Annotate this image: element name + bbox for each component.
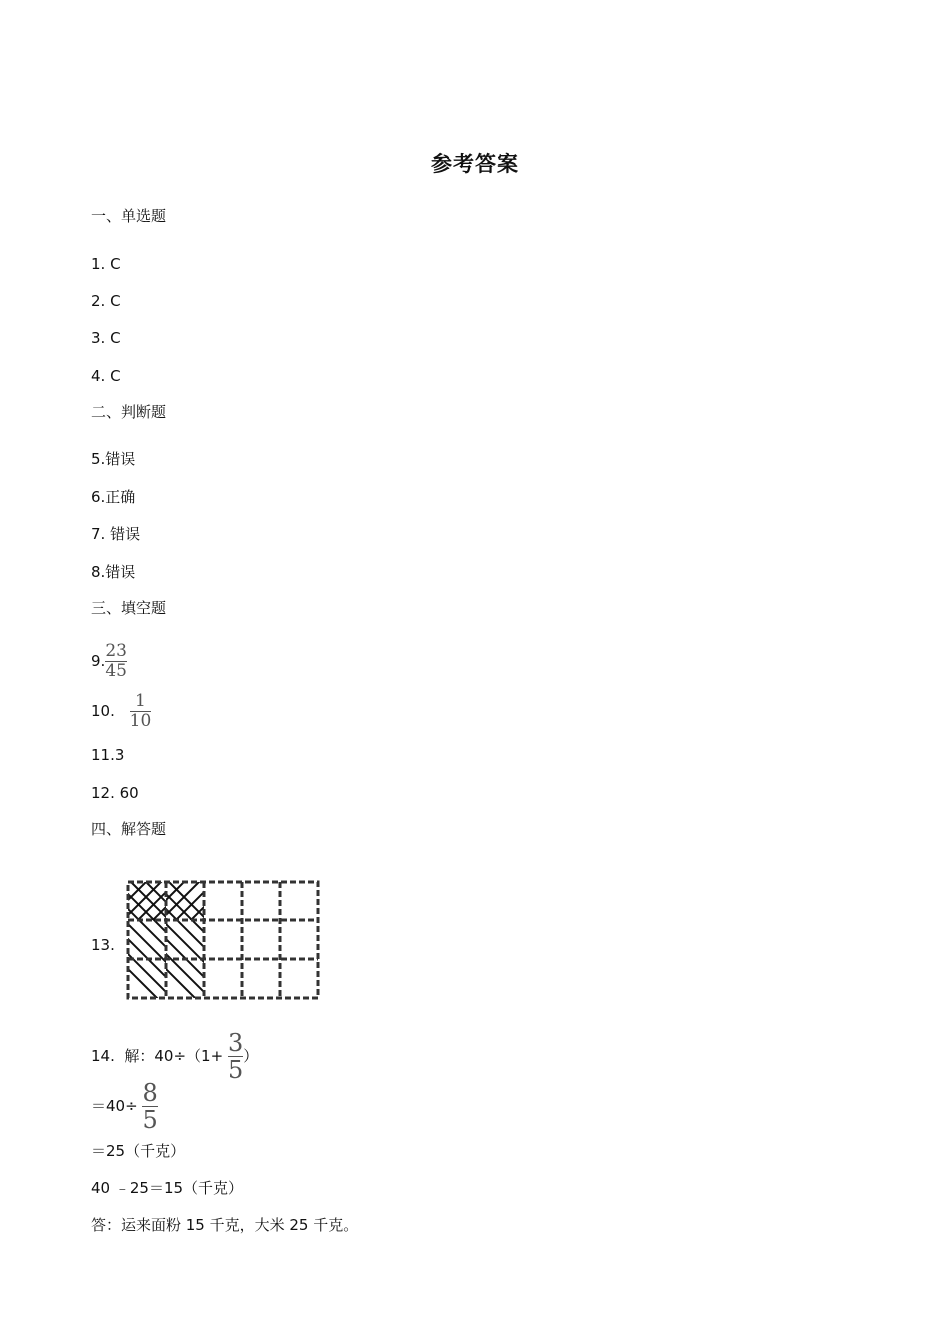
answer-11: 11.3 xyxy=(91,746,125,764)
answer-7: 7. 错误 xyxy=(91,525,141,543)
answer-10-prefix: 10. xyxy=(91,702,120,720)
fraction-3-5 xyxy=(227,1028,244,1084)
answer-14-line-2 xyxy=(91,1080,158,1132)
answer-9 xyxy=(91,641,127,681)
answer-10 xyxy=(91,691,151,731)
fraction-denominator: 5 xyxy=(142,1105,158,1134)
answer-9-prefix: 9. xyxy=(91,652,106,670)
section-heading-fill-blank: 三、填空题 xyxy=(91,599,167,617)
answer-5: 5.错误 xyxy=(91,450,136,468)
answer-14-line-1-suffix: ） xyxy=(243,1047,259,1065)
section-heading-true-false: 二、判断题 xyxy=(91,403,167,421)
section-heading-single-choice: 一、单选题 xyxy=(91,207,167,225)
answer-13-label: 13. xyxy=(91,936,115,954)
fraction-8-5 xyxy=(142,1078,158,1134)
answer-3: 3. C xyxy=(91,329,121,347)
fraction-23-45 xyxy=(105,640,127,681)
fraction-numerator: 1 xyxy=(135,690,146,711)
answer-14-line-1-prefix: 14. 解：40÷（1+ xyxy=(91,1047,228,1065)
answer-14-conclusion: 答：运来面粉 15 千克，大米 25 千克。 xyxy=(91,1216,359,1234)
fraction-numerator: 3 xyxy=(227,1028,244,1057)
answer-1: 1. C xyxy=(91,255,121,273)
answer-4: 4. C xyxy=(91,367,121,385)
answer-12: 12. 60 xyxy=(91,784,139,802)
answer-14-line-4: 40 ﹣25＝15（千克） xyxy=(91,1179,244,1197)
answer-6: 6.正确 xyxy=(91,488,136,506)
hatched-grid-image xyxy=(126,880,320,1002)
answer-14-line-3: ＝25（千克） xyxy=(91,1142,186,1160)
answer-14-line-1 xyxy=(91,1030,258,1082)
fraction-denominator: 10 xyxy=(129,710,152,731)
answer-14-line-2-prefix: ＝40÷ xyxy=(91,1097,143,1115)
section-heading-solve: 四、解答题 xyxy=(91,820,167,838)
fraction-denominator: 5 xyxy=(227,1055,244,1084)
answer-13-grid-figure xyxy=(126,880,320,1002)
fraction-numerator: 23 xyxy=(105,640,127,661)
page-title: 参考答案 xyxy=(431,152,519,176)
answer-8: 8.错误 xyxy=(91,563,136,581)
answer-2: 2. C xyxy=(91,292,121,310)
fraction-denominator: 45 xyxy=(105,660,127,681)
fraction-1-10 xyxy=(129,690,152,731)
fraction-numerator: 8 xyxy=(142,1078,158,1107)
